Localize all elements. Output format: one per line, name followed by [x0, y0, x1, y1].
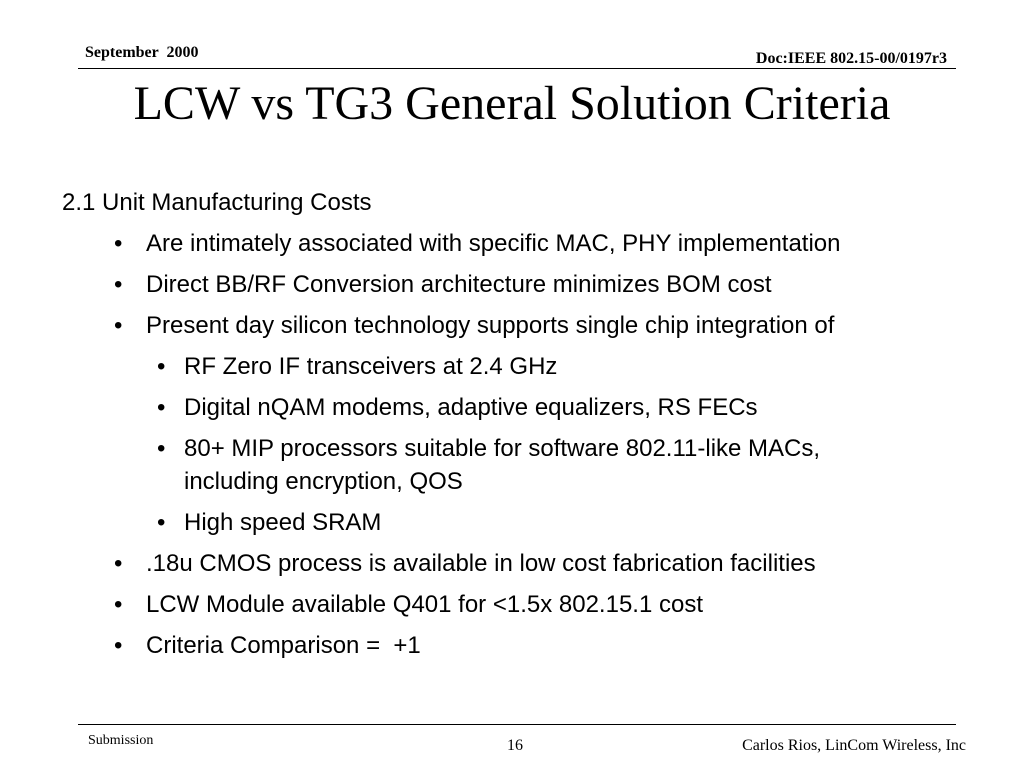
bullet-item: Direct BB/RF Conversion architecture minimizes BOM cost: [146, 271, 772, 298]
footer-submission: Submission: [88, 733, 154, 748]
sub-bullet-marker: •: [157, 435, 166, 462]
header-date: September 2000: [85, 44, 199, 61]
footer-author: Carlos Rios, LinCom Wireless, Inc: [742, 737, 966, 754]
bullet-item: Criteria Comparison = +1: [146, 632, 421, 659]
sub-bullet-marker: •: [157, 509, 166, 536]
page-number: 16: [507, 737, 523, 754]
sub-bullet-item: 80+ MIP processors suitable for software 802.11-like MACs,: [184, 435, 821, 462]
bullet-marker: •: [114, 591, 123, 618]
bullet-item: .18u CMOS process is available in low cost fabrication facilities: [146, 550, 816, 577]
slide-title: LCW vs TG3 General Solution Criteria: [133, 77, 891, 130]
sub-bullet-item: High speed SRAM: [184, 509, 382, 536]
bullet-marker: •: [114, 271, 123, 298]
header-doc-id: Doc:IEEE 802.15-00/0197r3: [755, 50, 947, 67]
section-heading: 2.1 Unit Manufacturing Costs: [62, 189, 372, 216]
sub-bullet-marker: •: [157, 394, 166, 421]
bullet-item: Present day silicon technology supports single chip integration of: [146, 312, 835, 339]
bullet-item: LCW Module available Q401 for <1.5x 802.15.1 cost: [146, 591, 703, 618]
bullet-marker: •: [114, 230, 123, 257]
sub-bullet-item-continuation: including encryption, QOS: [184, 468, 463, 495]
bullet-marker: •: [114, 632, 123, 659]
footer-divider: [78, 724, 956, 725]
bullet-item: Are intimately associated with specific MAC, PHY implementation: [146, 230, 841, 257]
bullet-marker: •: [114, 312, 123, 339]
sub-bullet-item: RF Zero IF transceivers at 2.4 GHz: [184, 353, 558, 380]
sub-bullet-item: Digital nQAM modems, adaptive equalizers, RS FECs: [184, 394, 758, 421]
sub-bullet-marker: •: [157, 353, 166, 380]
bullet-marker: •: [114, 550, 123, 577]
